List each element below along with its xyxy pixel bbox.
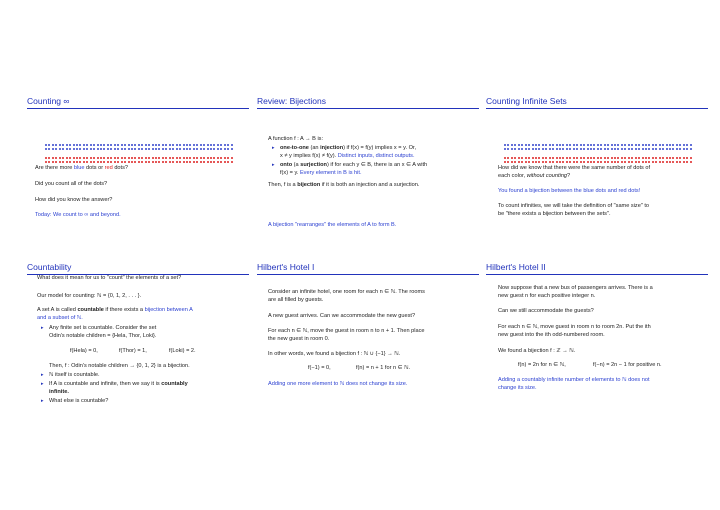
dot bbox=[642, 161, 644, 163]
dot bbox=[666, 161, 668, 163]
dot bbox=[686, 157, 688, 159]
dot bbox=[569, 157, 571, 159]
dot bbox=[590, 157, 592, 159]
dot bbox=[186, 157, 188, 159]
eq-even: f(n) = 2n for n ∈ ℕ, bbox=[518, 362, 566, 368]
dot bbox=[131, 161, 133, 163]
dot bbox=[66, 157, 68, 159]
odin-bijection: Then, f : Odin's notable children → {0, 1, 2} is a bijection. bbox=[49, 363, 190, 369]
dot bbox=[580, 161, 582, 163]
dot bbox=[576, 157, 578, 159]
dot bbox=[97, 161, 99, 163]
dot bbox=[121, 157, 123, 159]
countably-infinite-line2: infinite. bbox=[49, 389, 69, 395]
question-count-all: Did you count all of the dots? bbox=[35, 181, 108, 187]
dot bbox=[186, 161, 188, 163]
dot bbox=[628, 157, 630, 159]
red-dot-row bbox=[45, 146, 234, 149]
dot bbox=[652, 157, 654, 159]
dot bbox=[514, 161, 516, 163]
dot bbox=[597, 161, 599, 163]
dot bbox=[676, 157, 678, 159]
dot bbox=[614, 157, 616, 159]
dot bbox=[635, 161, 637, 163]
dot bbox=[128, 157, 130, 159]
dot bbox=[86, 157, 88, 159]
dot bbox=[521, 157, 523, 159]
dot bbox=[196, 161, 198, 163]
dot bbox=[628, 161, 630, 163]
dot bbox=[604, 157, 606, 159]
dot bbox=[690, 161, 692, 163]
dot bbox=[224, 157, 226, 159]
dot bbox=[131, 157, 133, 159]
dot bbox=[549, 161, 551, 163]
dot bbox=[189, 157, 191, 159]
slide-title: Countability bbox=[27, 262, 72, 272]
dot bbox=[172, 161, 174, 163]
dot bbox=[97, 157, 99, 159]
dot bbox=[158, 157, 160, 159]
blue-dot-row bbox=[45, 133, 234, 136]
dot bbox=[683, 157, 685, 159]
dot bbox=[662, 161, 664, 163]
dot bbox=[145, 157, 147, 159]
function-intro: A function f : A → B is: bbox=[268, 136, 324, 142]
dot bbox=[141, 157, 143, 159]
dot bbox=[617, 161, 619, 163]
odin-children-set: Odin's notable children = {Hela, Thor, Loki}. bbox=[49, 333, 157, 339]
blue-dot-row bbox=[504, 133, 693, 136]
dot bbox=[210, 161, 212, 163]
dot bbox=[176, 161, 178, 163]
dot bbox=[669, 161, 671, 163]
dot bbox=[207, 161, 209, 163]
dot bbox=[569, 161, 571, 163]
dot bbox=[566, 157, 568, 159]
dot bbox=[207, 157, 209, 159]
dot bbox=[607, 161, 609, 163]
accommodate-question: Can we still accommodate the guests? bbox=[498, 308, 594, 314]
dot bbox=[504, 161, 506, 163]
bijection-statement: In other words, we found a bijection f : ℕ ∪ {−1} → ℕ. bbox=[268, 351, 401, 357]
dot bbox=[556, 157, 558, 159]
blue-dot-row bbox=[504, 137, 693, 140]
dot bbox=[114, 157, 116, 159]
dot bbox=[573, 157, 575, 159]
dot bbox=[52, 161, 54, 163]
dot bbox=[193, 161, 195, 163]
move-guests-step: For each n ∈ ℕ, move the guest in room n to n + 1. Then place bbox=[268, 328, 425, 334]
bullet-naturals-countable: ▸ ℕ itself is countable. bbox=[49, 372, 245, 379]
same-size-definition-line2: be "there exists a bijection between the sets". bbox=[498, 211, 611, 217]
dot bbox=[172, 157, 174, 159]
dot bbox=[73, 161, 75, 163]
dot bbox=[162, 157, 164, 159]
bijection-z-n: We found a bijection f : ℤ → ℕ. bbox=[498, 348, 576, 354]
infinite-hotel-intro: Consider an infinite hotel, one room for each n ∈ ℕ. The rooms bbox=[268, 289, 425, 295]
red-dot-row bbox=[504, 146, 693, 149]
bijection-found-note: You found a bijection between the blue dots and red dots! bbox=[498, 188, 641, 194]
dot bbox=[648, 157, 650, 159]
dot bbox=[162, 161, 164, 163]
dot bbox=[562, 161, 564, 163]
bullet-finite-sets: ▸ Any finite set is countable. Consider the set bbox=[49, 325, 245, 332]
dot bbox=[593, 161, 595, 163]
dot bbox=[538, 157, 540, 159]
dot bbox=[521, 161, 523, 163]
dot bbox=[621, 157, 623, 159]
dot bbox=[107, 161, 109, 163]
dot bbox=[614, 161, 616, 163]
dot bbox=[69, 157, 71, 159]
dot bbox=[100, 161, 102, 163]
dot bbox=[587, 157, 589, 159]
dot bbox=[48, 161, 50, 163]
dot bbox=[659, 161, 661, 163]
dot bbox=[655, 161, 657, 163]
dot bbox=[624, 161, 626, 163]
dot bbox=[83, 157, 85, 159]
dot bbox=[117, 161, 119, 163]
dot bbox=[507, 157, 509, 159]
dot bbox=[203, 161, 205, 163]
eq-minus-one: f(−1) = 0, bbox=[308, 365, 331, 371]
dot bbox=[103, 161, 105, 163]
bijection-definition: Then, f is a bijection if it is both an injection and a surjection. bbox=[268, 182, 420, 188]
dot bbox=[169, 157, 171, 159]
dot bbox=[642, 157, 644, 159]
count-question: What does it mean for us to "count" the elements of a set? bbox=[37, 275, 182, 281]
dot bbox=[231, 157, 233, 159]
countably-infinite-note-line2: change its size. bbox=[498, 385, 537, 391]
size-unchanged-note: Adding one more element to ℕ does not change its size. bbox=[268, 381, 408, 387]
dot bbox=[535, 161, 537, 163]
dot bbox=[631, 157, 633, 159]
dot bbox=[107, 157, 109, 159]
dot bbox=[55, 161, 57, 163]
dot bbox=[545, 161, 547, 163]
dot bbox=[176, 157, 178, 159]
dot bbox=[666, 157, 668, 159]
dot bbox=[532, 161, 534, 163]
question-more-dots: Are there more blue dots or red dots? bbox=[35, 165, 129, 171]
dot bbox=[635, 157, 637, 159]
dot bbox=[110, 157, 112, 159]
countable-definition-line2: and a subset of ℕ. bbox=[37, 315, 83, 321]
dot bbox=[542, 157, 544, 159]
dot bbox=[124, 157, 126, 159]
dot bbox=[200, 157, 202, 159]
title-rule bbox=[486, 274, 708, 275]
dot bbox=[227, 161, 229, 163]
dot bbox=[155, 157, 157, 159]
dot bbox=[532, 157, 534, 159]
dot bbox=[655, 157, 657, 159]
dot bbox=[189, 161, 191, 163]
dot bbox=[103, 157, 105, 159]
dot bbox=[138, 157, 140, 159]
dot bbox=[48, 157, 50, 159]
dot bbox=[573, 161, 575, 163]
dot bbox=[638, 157, 640, 159]
dot bbox=[669, 157, 671, 159]
dot bbox=[645, 161, 647, 163]
move-to-2n-step: For each n ∈ ℕ, move guest in room n to room 2n. Put the ith bbox=[498, 324, 651, 330]
dot bbox=[538, 161, 540, 163]
bullet-surjection: ▸ onto (a surjection) if for each y ∈ B, there is an x ∈ A with bbox=[280, 162, 475, 169]
bullet-what-else: ▸ What else is countable? bbox=[49, 398, 245, 405]
dot bbox=[611, 161, 613, 163]
dot bbox=[165, 161, 167, 163]
dot bbox=[597, 157, 599, 159]
dot bbox=[600, 161, 602, 163]
dot bbox=[576, 161, 578, 163]
dot bbox=[645, 157, 647, 159]
dot bbox=[55, 157, 57, 159]
dot bbox=[672, 157, 674, 159]
dot bbox=[124, 161, 126, 163]
dot bbox=[514, 157, 516, 159]
dot bbox=[507, 161, 509, 163]
today-text: Today: We count to ∞ and beyond. bbox=[35, 212, 121, 218]
surjection-line2: f(x) = y. Every element in B is hit. bbox=[280, 170, 362, 176]
dot bbox=[134, 157, 136, 159]
injection-line2: x ≠ y implies f(x) ≠ f(y). Distinct inputs, distinct outputs. bbox=[280, 153, 415, 159]
dot bbox=[138, 161, 140, 163]
eq-thor: f(Thor) = 1, bbox=[119, 348, 147, 354]
new-guest-question: A new guest arrives. Can we accommodate the new guest? bbox=[268, 313, 416, 319]
dot bbox=[220, 157, 222, 159]
dot bbox=[155, 161, 157, 163]
countable-definition: A set A is called countable if there exists a bijection between A bbox=[37, 307, 193, 313]
dot bbox=[73, 157, 75, 159]
dot bbox=[587, 161, 589, 163]
dot bbox=[152, 161, 154, 163]
dot bbox=[566, 161, 568, 163]
dot bbox=[76, 161, 78, 163]
dot bbox=[165, 157, 167, 159]
dot bbox=[62, 161, 64, 163]
dot bbox=[604, 161, 606, 163]
dot bbox=[528, 157, 530, 159]
dot bbox=[79, 161, 81, 163]
dot bbox=[679, 161, 681, 163]
dot bbox=[621, 161, 623, 163]
dot bbox=[217, 157, 219, 159]
dot bbox=[121, 161, 123, 163]
slide-title: Counting Infinite Sets bbox=[486, 96, 567, 106]
dot bbox=[525, 157, 527, 159]
dot bbox=[83, 161, 85, 163]
move-guests-step-line2: the new guest in room 0. bbox=[268, 336, 330, 342]
dot bbox=[590, 161, 592, 163]
same-size-definition: To count infinities, we will take the definition of "same size" to bbox=[498, 203, 650, 209]
dot bbox=[117, 157, 119, 159]
dot bbox=[213, 157, 215, 159]
dot bbox=[45, 157, 47, 159]
dot bbox=[583, 157, 585, 159]
dot bbox=[66, 161, 68, 163]
dot bbox=[652, 161, 654, 163]
dot bbox=[148, 161, 150, 163]
move-to-2n-step-line2: new guest into the ith odd-numbered room. bbox=[498, 332, 605, 338]
countably-infinite-note: Adding a countably infinite number of elements to ℕ does not bbox=[498, 377, 650, 383]
red-dot-row bbox=[504, 150, 693, 153]
dot bbox=[559, 157, 561, 159]
dot bbox=[528, 161, 530, 163]
dot bbox=[90, 161, 92, 163]
dot bbox=[679, 157, 681, 159]
dot bbox=[504, 157, 506, 159]
counting-model: Our model for counting: ℕ = {0, 1, 2, . . . }. bbox=[37, 293, 142, 299]
dot bbox=[549, 157, 551, 159]
dot bbox=[79, 157, 81, 159]
dot bbox=[686, 161, 688, 163]
dot bbox=[690, 157, 692, 159]
bus-arrives-line2: new guest n for each positive integer n. bbox=[498, 293, 596, 299]
blue-dot-row bbox=[45, 137, 234, 140]
dot bbox=[525, 161, 527, 163]
dot bbox=[62, 157, 64, 159]
dot bbox=[134, 161, 136, 163]
dot bbox=[141, 161, 143, 163]
dot bbox=[631, 161, 633, 163]
title-rule bbox=[257, 274, 479, 275]
same-number-question: How did we know that there were the same number of dots of bbox=[498, 165, 651, 171]
dot bbox=[231, 161, 233, 163]
dot bbox=[93, 161, 95, 163]
dot bbox=[542, 161, 544, 163]
dot bbox=[179, 161, 181, 163]
dot bbox=[90, 157, 92, 159]
dot bbox=[145, 161, 147, 163]
eq-odd: f(−n) = 2n − 1 for positive n. bbox=[593, 362, 662, 368]
bus-arrives: Now suppose that a new bus of passengers arrives. There is a bbox=[498, 285, 653, 291]
bullet-countably-infinite: ▸ If A is countable and infinite, then we say it is countably bbox=[49, 381, 245, 388]
slide-title: Hilbert's Hotel I bbox=[257, 262, 315, 272]
title-rule bbox=[257, 108, 479, 109]
dot bbox=[518, 161, 520, 163]
dot bbox=[100, 157, 102, 159]
dot bbox=[672, 161, 674, 163]
same-number-question-line2: each color, without counting? bbox=[498, 173, 571, 179]
dot bbox=[217, 161, 219, 163]
dot bbox=[86, 161, 88, 163]
dot bbox=[213, 161, 215, 163]
title-rule bbox=[27, 108, 249, 109]
dot bbox=[45, 161, 47, 163]
dot bbox=[611, 157, 613, 159]
dot bbox=[648, 161, 650, 163]
dot bbox=[593, 157, 595, 159]
dot bbox=[562, 157, 564, 159]
dot bbox=[203, 157, 205, 159]
dot bbox=[183, 157, 185, 159]
dot bbox=[580, 157, 582, 159]
dot bbox=[556, 161, 558, 163]
dot bbox=[169, 161, 171, 163]
eq-hela: f(Hela) = 0, bbox=[70, 348, 98, 354]
dot bbox=[148, 157, 150, 159]
eq-loki: f(Loki) = 2. bbox=[169, 348, 196, 354]
slide-title: Review: Bijections bbox=[257, 96, 326, 106]
dot bbox=[152, 157, 154, 159]
dot bbox=[535, 157, 537, 159]
dot bbox=[227, 157, 229, 159]
dot bbox=[662, 157, 664, 159]
red-dot-row bbox=[45, 150, 234, 153]
dot bbox=[93, 157, 95, 159]
dot bbox=[114, 161, 116, 163]
dot bbox=[607, 157, 609, 159]
dot bbox=[193, 157, 195, 159]
dot bbox=[600, 157, 602, 159]
dot bbox=[128, 161, 130, 163]
dot bbox=[552, 157, 554, 159]
dot bbox=[158, 161, 160, 163]
dot bbox=[552, 161, 554, 163]
dot bbox=[638, 161, 640, 163]
dot bbox=[617, 157, 619, 159]
dot bbox=[210, 157, 212, 159]
slide-title: Counting ∞ bbox=[27, 96, 70, 106]
rearranges-note: A bijection "rearranges" the elements of A to form B. bbox=[268, 222, 397, 228]
eq-shift: f(n) = n + 1 for n ∈ ℕ. bbox=[356, 365, 411, 371]
dot bbox=[559, 161, 561, 163]
dot bbox=[659, 157, 661, 159]
dot bbox=[676, 161, 678, 163]
dot bbox=[511, 157, 513, 159]
dot bbox=[52, 157, 54, 159]
dot bbox=[59, 157, 61, 159]
dot bbox=[196, 157, 198, 159]
dot bbox=[200, 161, 202, 163]
dot bbox=[583, 161, 585, 163]
dot bbox=[110, 161, 112, 163]
question-how-know: How did you know the answer? bbox=[35, 197, 113, 203]
dot bbox=[183, 161, 185, 163]
infinite-hotel-intro-line2: are all filled by guests. bbox=[268, 297, 324, 303]
dot bbox=[220, 161, 222, 163]
dot bbox=[69, 161, 71, 163]
dot bbox=[179, 157, 181, 159]
dot bbox=[545, 157, 547, 159]
bullet-injection: ▸ one-to-one (an injection) if f(x) = f(y) implies x = y. Or, bbox=[280, 145, 475, 152]
title-rule bbox=[486, 108, 708, 109]
dot bbox=[224, 161, 226, 163]
slide-title: Hilbert's Hotel II bbox=[486, 262, 546, 272]
dot bbox=[59, 161, 61, 163]
dot bbox=[683, 161, 685, 163]
dot bbox=[76, 157, 78, 159]
dot bbox=[518, 157, 520, 159]
dot bbox=[511, 161, 513, 163]
dot bbox=[624, 157, 626, 159]
